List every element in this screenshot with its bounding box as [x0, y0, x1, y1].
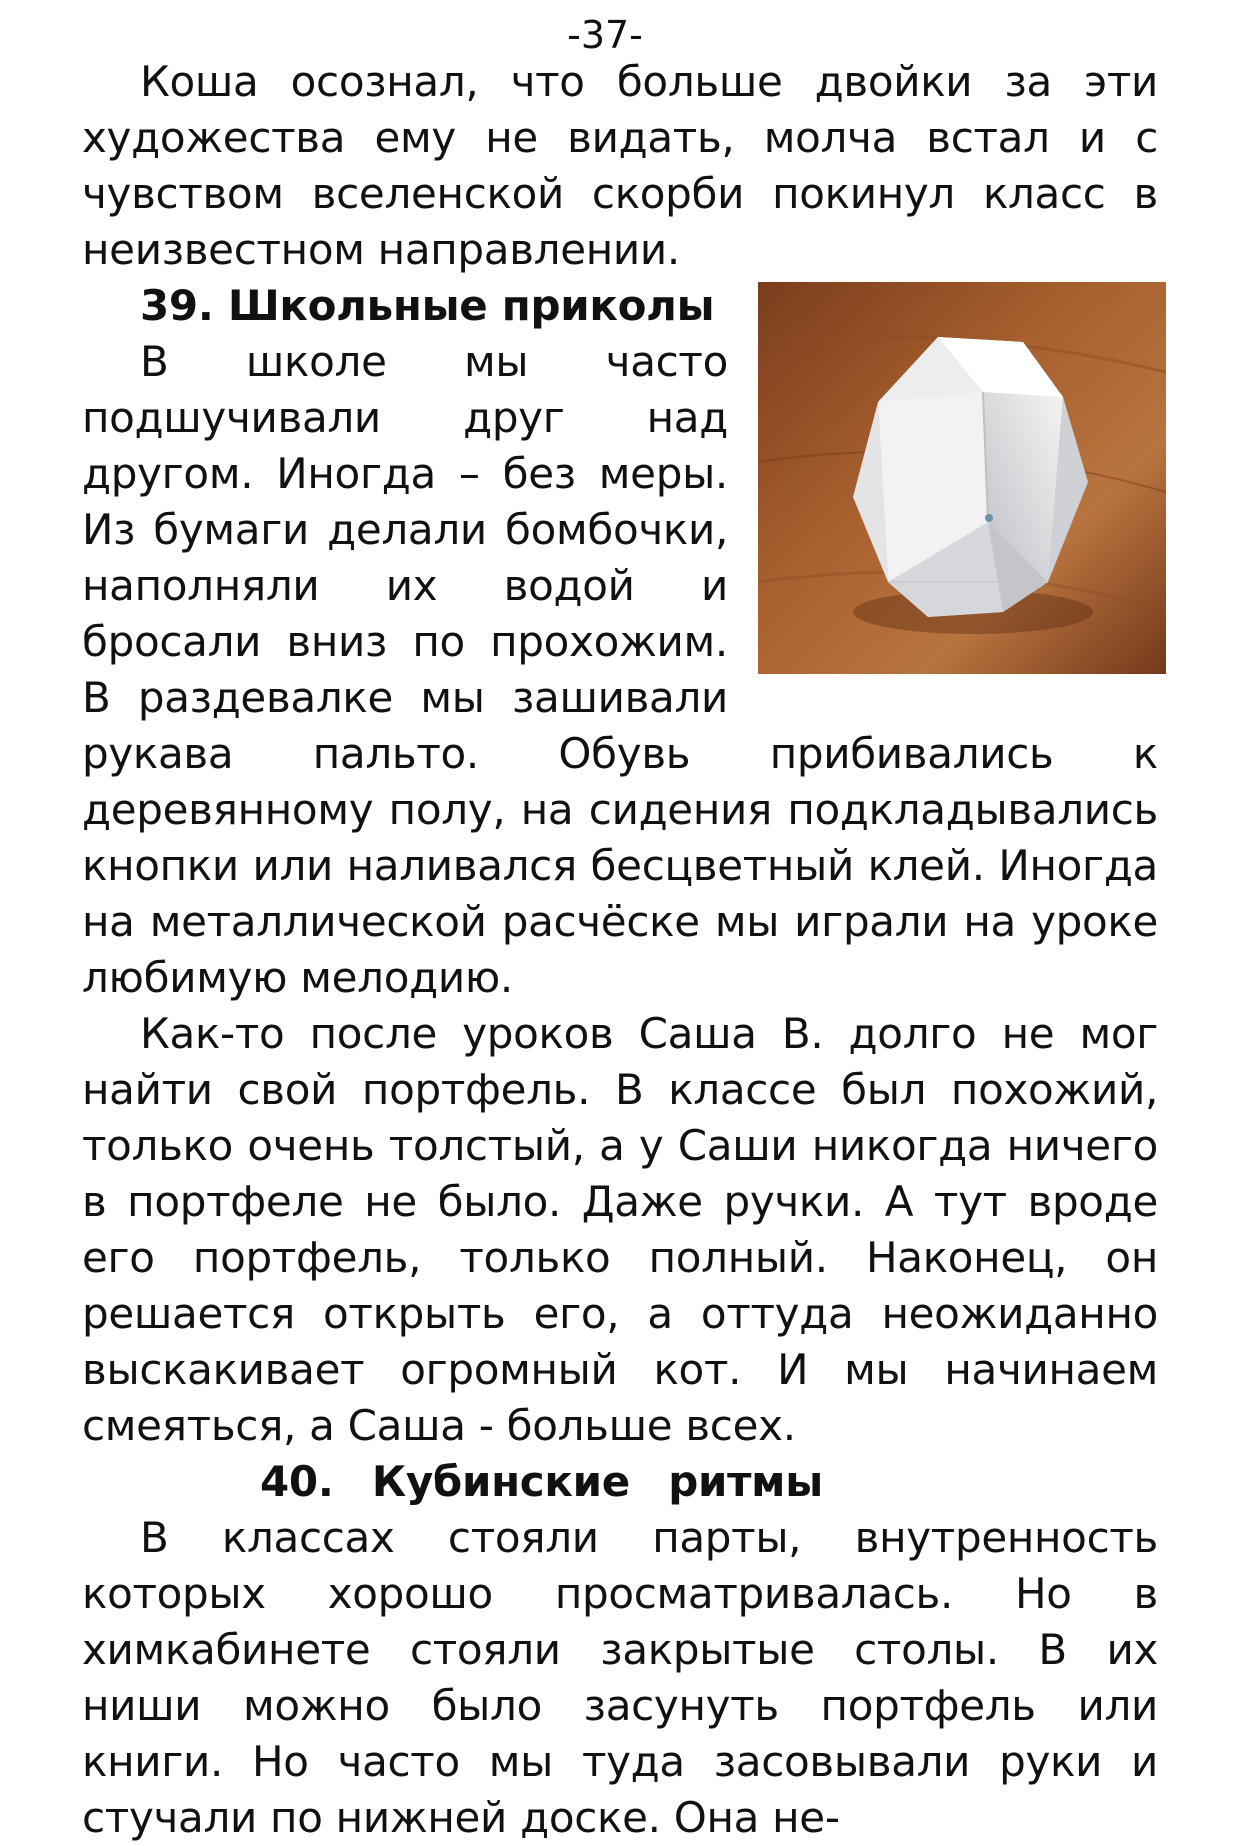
document-page	[82, 0, 1158, 1846]
section-40-paragraph-1: В классах стояли парты, внутренность которых хорошо просматривалась. Но в химкабинете стояли закрытые столы. В их ниши можно было засунуть портфель или книги. Но часто мы туда засовывали руки и стучали по нижней доске. Она не-	[82, 1513, 1158, 1842]
section-39-paragraph-2: Как-то после уроков Саша В. долго не мог найти свой портфель. В классе был похожий, только очень толстый, а у Саши никогда ничего в портфеле не было. Даже ручки. А тут вроде его портфель, только полный. Наконец, он решается открыть его, а оттуда неожиданно выскакивает огромный кот. И мы начинаем смеяться, а Саша - больше всех.	[82, 1009, 1158, 1450]
section-39-heading: 39. Школьные приколы	[140, 281, 715, 330]
paragraph-intro: Коша осознал, что больше двойки за эти художества ему не видать, молча встал и с чувством вселенской скорби покинул класс в неизвестном направлении.	[82, 57, 1158, 274]
paper-water-bomb-photo	[758, 282, 1166, 674]
page-number: -37-	[567, 13, 643, 57]
section-40-heading: 40. Кубинские ритмы	[260, 1457, 823, 1506]
section-39-paragraph-1: В школе мы часто подшучивали друг над другом. Иногда – без меры. Из бумаги делали бомбочки, наполняли их водой и бросали вниз по прохожим. В раздевалке мы зашивали рукава пальто. Обувь прибивались к деревянному полу, на сидения подкладывались кнопки или наливался бесцветный клей. Иногда на металлической расчёске мы играли на уроке любимую мелодию.	[82, 337, 1158, 1002]
